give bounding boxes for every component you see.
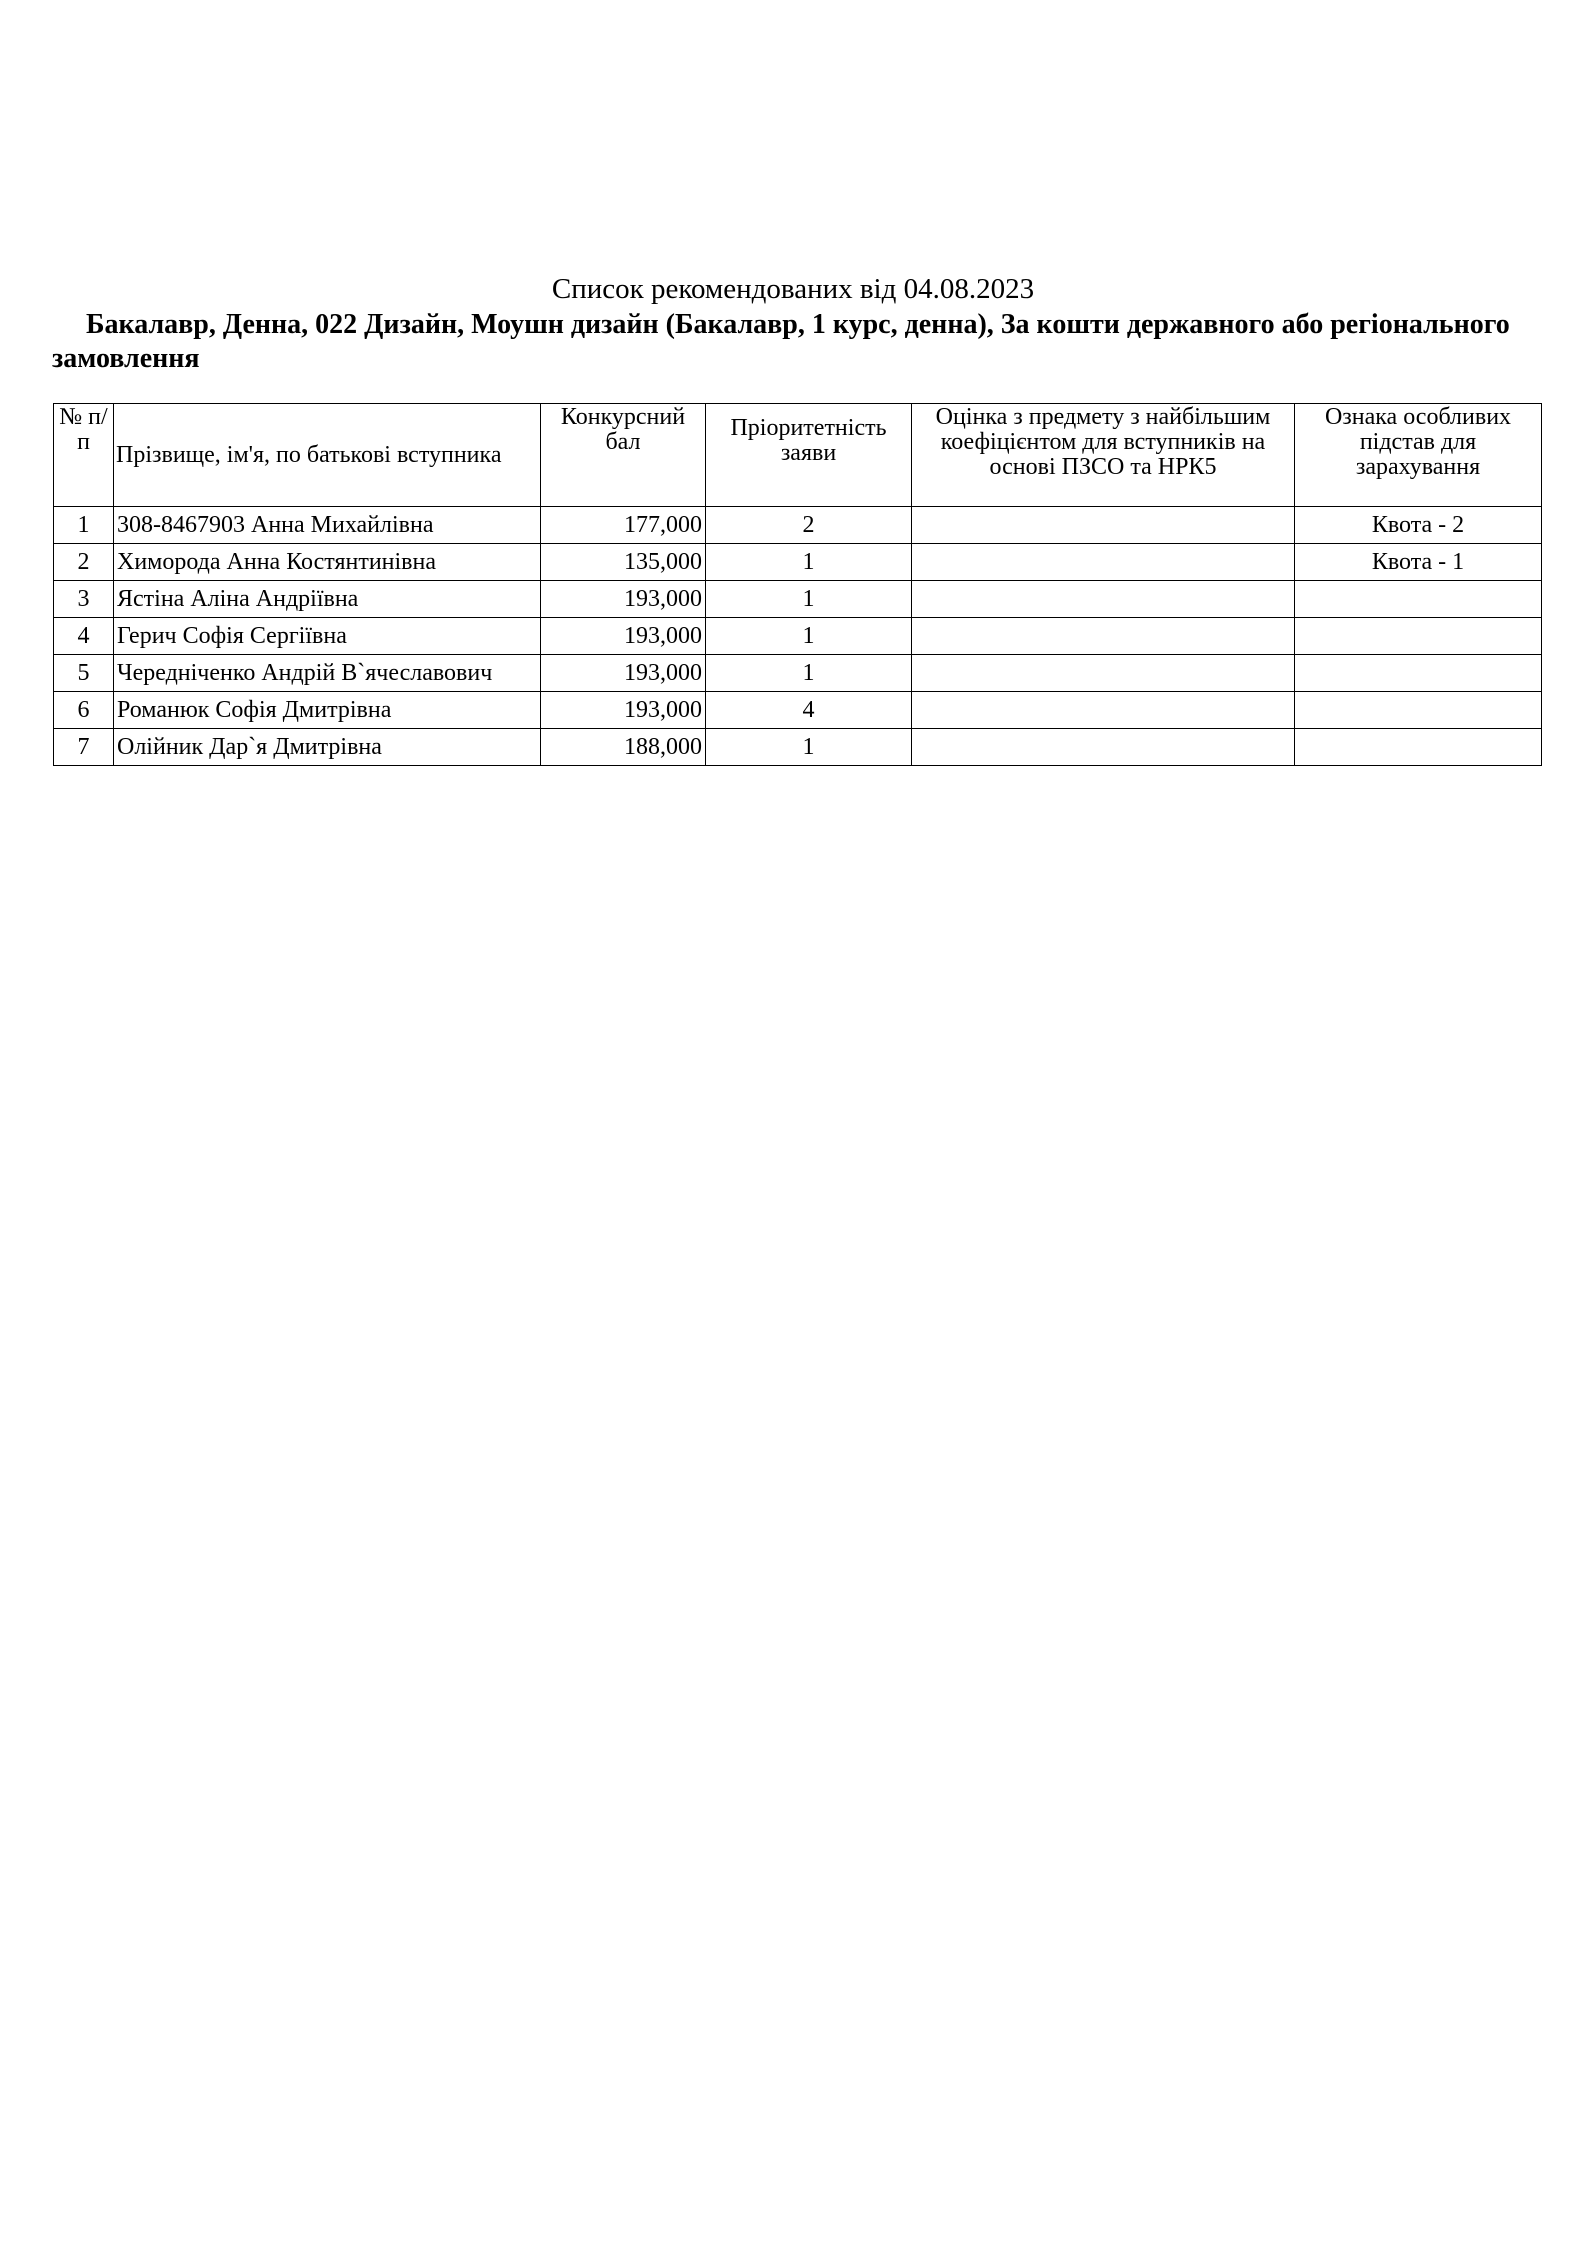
header-grade: Оцінка з предмету з найбільшим коефіцієнтом для вступників на основі ПЗСО та НРК5 xyxy=(912,404,1295,507)
cell-priority: 1 xyxy=(706,618,912,655)
cell-priority: 1 xyxy=(706,581,912,618)
cell-num: 1 xyxy=(54,507,114,544)
cell-grade xyxy=(912,655,1295,692)
cell-grade xyxy=(912,507,1295,544)
header-name: Прізвище, ім'я, по батькові вступника xyxy=(114,404,541,507)
cell-special xyxy=(1295,729,1542,766)
cell-num: 6 xyxy=(54,692,114,729)
table-row xyxy=(54,544,1542,581)
cell-special xyxy=(1295,655,1542,692)
table-row xyxy=(54,507,1542,544)
cell-special: Квота - 1 xyxy=(1295,544,1542,581)
cell-name: Химорода Анна Костянтинівна xyxy=(114,544,541,581)
table-row xyxy=(54,581,1542,618)
cell-priority: 1 xyxy=(706,655,912,692)
cell-num: 2 xyxy=(54,544,114,581)
table-row xyxy=(54,655,1542,692)
cell-num: 5 xyxy=(54,655,114,692)
header-score: Конкурсний бал xyxy=(541,404,706,507)
cell-name: Ястіна Аліна Андріївна xyxy=(114,581,541,618)
document-subtitle: Бакалавр, Денна, 022 Дизайн, Моушн дизайн (Бакалавр, 1 курс, денна), За кошти державного або регіонального замовлення xyxy=(52,309,1510,374)
cell-score: 135,000 xyxy=(541,544,706,581)
cell-name: Олійник Дар`я Дмитрівна xyxy=(114,729,541,766)
header-priority: Пріоритетність заяви xyxy=(706,404,912,507)
cell-score: 193,000 xyxy=(541,581,706,618)
cell-grade xyxy=(912,729,1295,766)
cell-grade xyxy=(912,692,1295,729)
cell-name: Герич Софія Сергіївна xyxy=(114,618,541,655)
recommended-list-table xyxy=(53,403,1542,766)
cell-score: 188,000 xyxy=(541,729,706,766)
cell-priority: 4 xyxy=(706,692,912,729)
table-header-row xyxy=(54,404,1542,507)
cell-special xyxy=(1295,692,1542,729)
cell-name: Романюк Софія Дмитрівна xyxy=(114,692,541,729)
cell-priority: 1 xyxy=(706,544,912,581)
cell-grade xyxy=(912,581,1295,618)
table-row xyxy=(54,729,1542,766)
cell-score: 193,000 xyxy=(541,655,706,692)
cell-num: 3 xyxy=(54,581,114,618)
table-row xyxy=(54,618,1542,655)
cell-name: 308-8467903 Анна Михайлівна xyxy=(114,507,541,544)
cell-name: Чередніченко Андрій В`ячеславович xyxy=(114,655,541,692)
cell-grade xyxy=(912,618,1295,655)
header-special: Ознака особливих підстав для зарахування xyxy=(1295,404,1542,507)
cell-num: 4 xyxy=(54,618,114,655)
document-title: Список рекомендованих від 04.08.2023 xyxy=(551,273,1035,305)
header-num: № п/п xyxy=(54,404,114,507)
cell-score: 193,000 xyxy=(541,692,706,729)
cell-grade xyxy=(912,544,1295,581)
cell-priority: 1 xyxy=(706,729,912,766)
cell-score: 177,000 xyxy=(541,507,706,544)
cell-special xyxy=(1295,618,1542,655)
cell-special: Квота - 2 xyxy=(1295,507,1542,544)
cell-score: 193,000 xyxy=(541,618,706,655)
cell-priority: 2 xyxy=(706,507,912,544)
cell-num: 7 xyxy=(54,729,114,766)
table-row xyxy=(54,692,1542,729)
cell-special xyxy=(1295,581,1542,618)
